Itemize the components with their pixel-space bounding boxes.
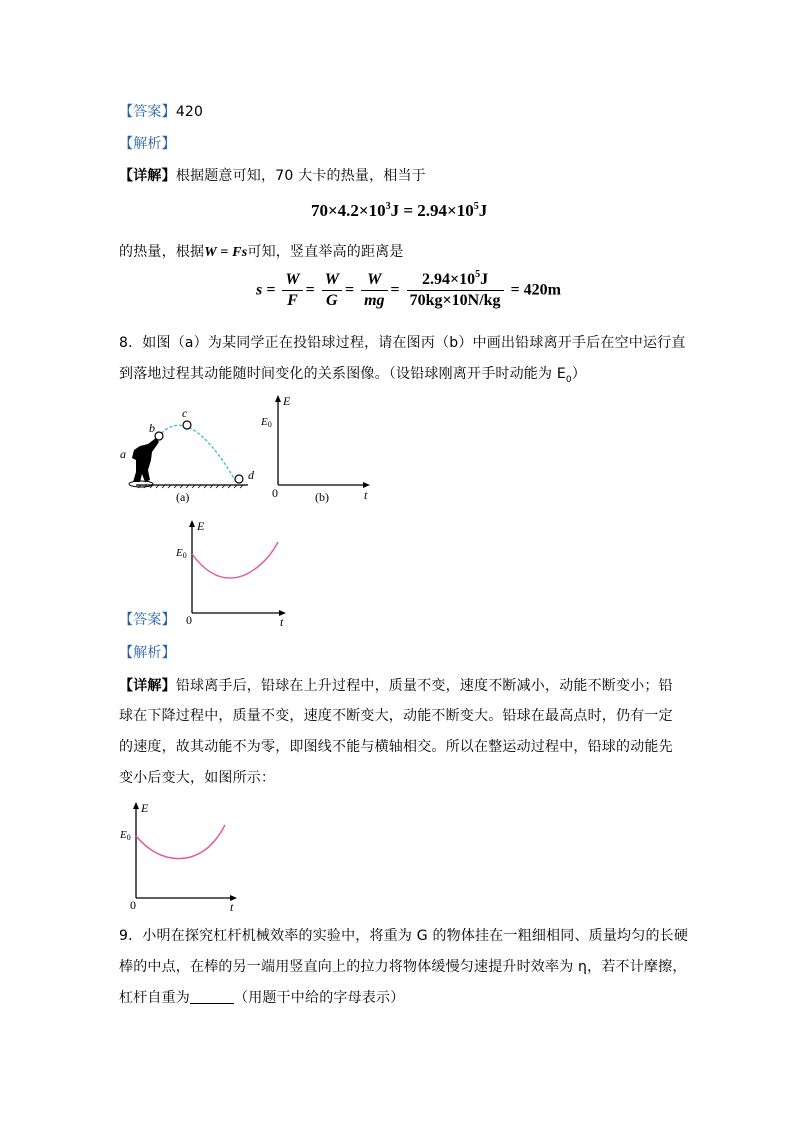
numerator: W (322, 270, 342, 291)
svg-text:E: E (197, 519, 205, 533)
denominator: mg (364, 292, 385, 309)
fraction (361, 270, 387, 311)
detail-graph-q8 (118, 800, 243, 912)
svg-text:E0: E0 (120, 829, 131, 842)
q8-detail-row-1 (119, 676, 673, 696)
equation-heat (311, 201, 487, 221)
work-formula: W = Fs (204, 245, 248, 260)
q9-text-line1: 9．小明在探究杠杆机械效率的实验中，将重为 G 的物体挂在一粗细相同、质量均匀的长硬 (119, 928, 689, 944)
detail-text: 根据题意可知，70 大卡的热量，相当于 (175, 168, 426, 184)
detail-row (119, 166, 426, 186)
equation-distance: s = $\frac{W}{F}$ = $\frac{W}{G}$ = $\frac{W}{mg}$ = $\frac{2.94\times 10^5J}{70kg\times 10N/kg}$ = 420m (256, 269, 562, 309)
eq-part: 2.94×10 (422, 271, 476, 288)
numerator: W (282, 270, 302, 291)
eq-part: J (478, 201, 488, 220)
q8-text-line1: 8．如图（a）为某同学正在投铅球过程，请在图丙（b）中画出铅球离开手后在空中运行直 (119, 335, 686, 351)
label-c: c (182, 406, 188, 420)
detail-text: 的热量，根据 (119, 244, 205, 260)
svg-text:E: E (141, 801, 149, 815)
analysis-tag: 【解析】 (119, 136, 176, 152)
answer-tag: 【答案】 (119, 612, 176, 628)
detail-tag: 【详解】 (119, 678, 176, 694)
svg-text:0: 0 (130, 898, 136, 912)
svg-text:t: t (364, 488, 368, 502)
q8-text-line2 (119, 364, 586, 390)
q8-analysis-row (119, 643, 176, 663)
eq-part: J = 2.94×10 (390, 201, 474, 220)
svg-text:E0: E0 (261, 416, 272, 429)
numerator: W (361, 270, 387, 291)
numerator (407, 270, 504, 291)
fraction (322, 270, 342, 311)
q8-detail-row-3: 的速度，故其动能不为零，即图线不能与横轴相交。所以在整运动过程中，铅球的动能先 (119, 739, 673, 755)
detail-row-2 (119, 242, 404, 263)
eq-part: J (480, 271, 489, 288)
svg-text:0: 0 (186, 613, 192, 626)
answer-blank[interactable] (190, 989, 234, 1004)
answer-tag: 【答案】 (119, 104, 176, 120)
detail-tag: 【详解】 (119, 168, 176, 184)
figure-b-empty-axes (258, 395, 373, 505)
analysis-row (119, 134, 176, 154)
label-b: b (149, 421, 155, 435)
subscript: 0 (565, 374, 572, 385)
detail-text: 铅球离手后，铅球在上升过程中，质量不变，速度不断减小，动能不断变小；铅 (175, 678, 673, 694)
eq-result: = 420m (510, 281, 562, 299)
fraction (282, 270, 302, 311)
answer-row (119, 102, 203, 122)
label-d: d (248, 468, 254, 482)
label-a: a (120, 447, 126, 461)
q8-text: ） (571, 366, 587, 382)
q8-answer-row (119, 610, 176, 630)
q9-text-line3 (119, 988, 404, 1008)
caption-a: (a) (176, 490, 190, 504)
denominator: G (326, 292, 338, 309)
answer-graph-q8 (172, 518, 292, 626)
denominator: F (287, 292, 298, 309)
exponent: 5 (473, 201, 479, 212)
eq-part: 70×4.2×10 (311, 201, 386, 220)
q8-detail-row-4: 变小后变大，如图所示： (119, 770, 276, 786)
denominator: 70kg×10N/kg (409, 292, 501, 309)
q8-text: 到落地过程其动能随时间变化的关系图像。（设铅球刚离开手时动能为 E (119, 366, 566, 382)
svg-text:E: E (283, 395, 291, 408)
fraction (407, 270, 504, 311)
figure-a-shot-put (118, 400, 258, 505)
svg-text:0: 0 (272, 486, 278, 500)
svg-text:E0: E0 (176, 547, 187, 560)
q8-detail-row-2: 球在下降过程中，质量不变，速度不断变大，动能不断变大。铅球在最高点时，仍有一定 (119, 708, 673, 724)
eq-part: s = (256, 281, 276, 299)
q9-text: （用题干中给的字母表示） (234, 990, 405, 1006)
answer-value: 420 (175, 104, 204, 120)
exponent: 5 (475, 269, 481, 280)
q9-text-line2: 棒的中点，在棒的另一端用竖直向上的拉力将物体缓慢匀速提升时效率为 η，若不计摩擦， (119, 959, 687, 975)
svg-text:t: t (280, 615, 284, 626)
svg-text:t: t (230, 900, 234, 912)
analysis-tag: 【解析】 (119, 645, 176, 661)
detail-text: 可知，竖直举高的距离是 (247, 244, 404, 260)
q9-text: 杠杆自重为 (119, 990, 190, 1006)
svg-text:(b): (b) (315, 490, 329, 504)
exponent: 3 (385, 201, 391, 212)
